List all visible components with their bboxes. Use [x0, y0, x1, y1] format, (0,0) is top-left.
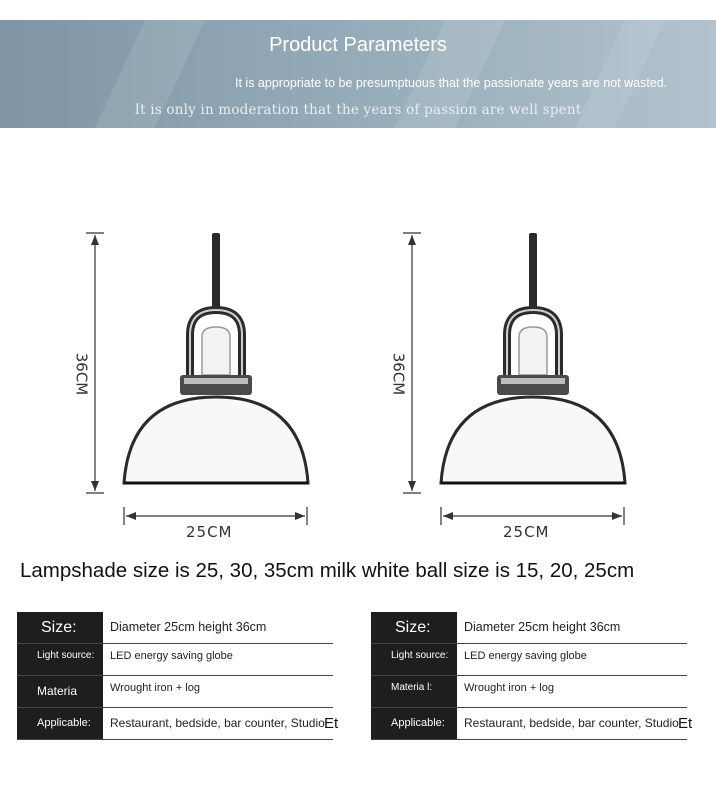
spec-value: Restaurant, bedside, bar counter, Studio — [464, 716, 679, 730]
height-label: 36CM — [389, 352, 408, 396]
spec-row-light-source — [17, 644, 333, 676]
spec-label: Materia — [17, 676, 103, 707]
spec-value: Diameter 25cm height 36cm — [110, 620, 267, 634]
spec-value: LED energy saving globe — [110, 650, 233, 662]
banner-subtitle: It is appropriate to be presumptuous that the passionate years are not wasted. — [235, 76, 668, 90]
spec-value: Restaurant, bedside, bar counter, Studio — [110, 716, 325, 730]
size-options-text: Lampshade size is 25, 30, 35cm milk white ball size is 15, 20, 25cm — [20, 559, 635, 582]
banner-title: Product Parameters — [269, 34, 447, 56]
height-label: 36CM — [72, 352, 91, 396]
pendant-lamp-illustration — [387, 225, 647, 545]
spec-row-applicable — [371, 708, 693, 740]
spec-row-size — [17, 612, 333, 644]
spec-value: LED energy saving globe — [464, 650, 587, 662]
spec-table-2 — [371, 612, 693, 740]
spec-value: Wrought iron + log — [110, 682, 200, 694]
lamp-drawing-2 — [387, 225, 647, 545]
spec-label: Size: — [17, 612, 103, 643]
pendant-lamp-illustration — [70, 225, 330, 545]
width-label: 25CM — [186, 523, 233, 541]
banner-motto: It is only in moderation that the years of passion are well spent — [134, 102, 582, 118]
spec-label: Size: — [371, 612, 457, 643]
spec-value: Diameter 25cm height 36cm — [464, 620, 621, 634]
width-label: 25CM — [503, 523, 550, 541]
spec-label: Applicable: — [17, 708, 103, 739]
spec-row-size — [371, 612, 687, 644]
spec-row-material — [371, 676, 687, 708]
spec-label: Materia l: — [371, 676, 457, 707]
lamp-drawing-1 — [70, 225, 330, 545]
spec-label: Light source: — [17, 644, 103, 675]
spec-label: Applicable: — [371, 708, 457, 739]
spec-row-light-source — [371, 644, 687, 676]
spec-row-applicable — [17, 708, 339, 740]
spec-value-tail: Et — [324, 715, 339, 732]
spec-table-1 — [17, 612, 339, 740]
spec-row-material — [17, 676, 333, 708]
spec-label: Light source: — [371, 644, 457, 675]
header-banner — [0, 20, 716, 128]
spec-value-tail: Et — [678, 715, 693, 732]
spec-value: Wrought iron + log — [464, 682, 554, 694]
